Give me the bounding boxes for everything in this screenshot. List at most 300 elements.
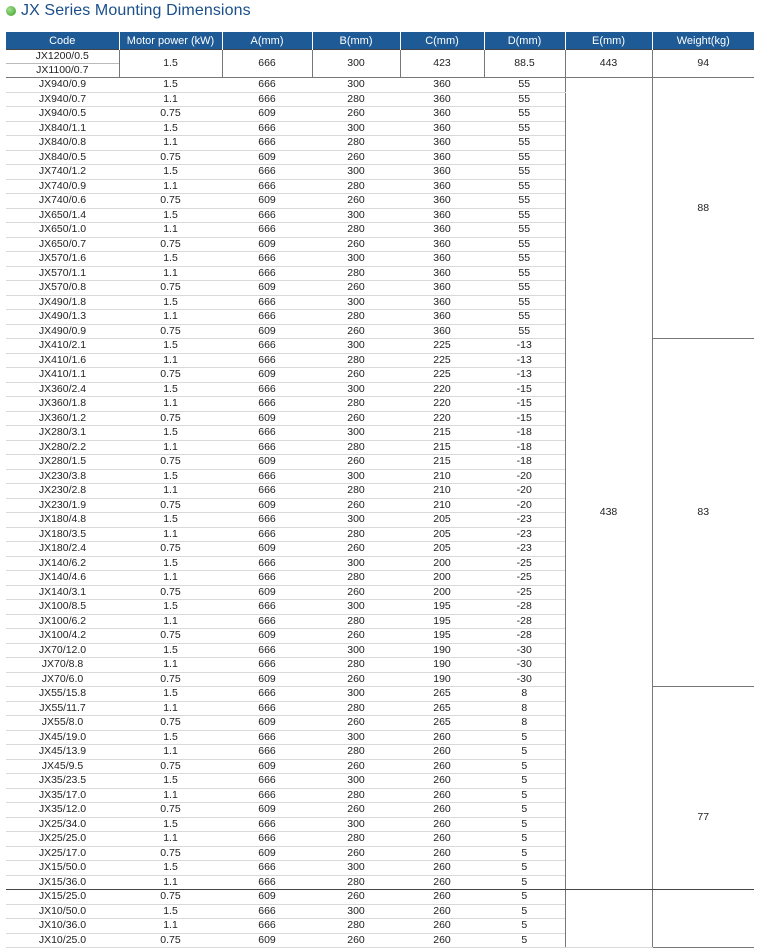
power-cell: 1.1 xyxy=(119,614,222,629)
header-weight: Weight(kg) xyxy=(652,32,754,50)
power-cell: 0.75 xyxy=(119,150,222,165)
power-cell: 0.75 xyxy=(119,237,222,252)
a-cell: 666 xyxy=(222,861,312,876)
b-cell: 260 xyxy=(312,890,400,905)
table-row xyxy=(6,78,754,93)
b-cell: 280 xyxy=(312,484,400,499)
a-cell: 666 xyxy=(222,875,312,890)
code-cell: JX10/36.0 xyxy=(6,919,119,934)
d-cell: 8 xyxy=(484,716,565,731)
power-cell: 1.1 xyxy=(119,745,222,760)
d-cell: -23 xyxy=(484,513,565,528)
a-cell: 609 xyxy=(222,585,312,600)
c-cell: 360 xyxy=(400,165,484,180)
a-cell: 666 xyxy=(222,252,312,267)
power-cell: 1.1 xyxy=(119,223,222,238)
a-cell: 609 xyxy=(222,716,312,731)
c-cell: 225 xyxy=(400,353,484,368)
code-cell: JX180/3.5 xyxy=(6,527,119,542)
power-cell: 1.1 xyxy=(119,919,222,934)
b-cell: 260 xyxy=(312,411,400,426)
c-cell: 220 xyxy=(400,397,484,412)
power-cell: 1.5 xyxy=(119,643,222,658)
a-cell: 666 xyxy=(222,165,312,180)
power-cell: 0.75 xyxy=(119,672,222,687)
a-cell: 666 xyxy=(222,904,312,919)
a-cell: 609 xyxy=(222,803,312,818)
code-cell: JX70/6.0 xyxy=(6,672,119,687)
b-cell: 280 xyxy=(312,223,400,238)
a-cell: 666 xyxy=(222,832,312,847)
code-cell xyxy=(6,50,119,78)
a-cell: 609 xyxy=(222,368,312,383)
d-cell: 55 xyxy=(484,266,565,281)
a-cell: 666 xyxy=(222,556,312,571)
d-cell: -30 xyxy=(484,643,565,658)
b-cell: 280 xyxy=(312,179,400,194)
a-cell: 609 xyxy=(222,672,312,687)
d-cell: 55 xyxy=(484,150,565,165)
page-title xyxy=(6,0,251,22)
a-cell: 609 xyxy=(222,890,312,905)
c-cell: 360 xyxy=(400,208,484,223)
b-cell: 280 xyxy=(312,701,400,716)
b-cell: 260 xyxy=(312,803,400,818)
d-cell: 55 xyxy=(484,136,565,151)
a-cell: 609 xyxy=(222,542,312,557)
b-cell: 300 xyxy=(312,121,400,136)
power-cell: 0.75 xyxy=(119,542,222,557)
d-cell: -15 xyxy=(484,397,565,412)
code-cell: JX230/1.9 xyxy=(6,498,119,513)
b-cell: 280 xyxy=(312,571,400,586)
power-cell: 1.1 xyxy=(119,440,222,455)
power-cell: 1.5 xyxy=(119,861,222,876)
a-cell: 666 xyxy=(222,440,312,455)
b-cell: 260 xyxy=(312,368,400,383)
b-cell: 280 xyxy=(312,527,400,542)
c-cell: 260 xyxy=(400,919,484,934)
power-cell: 1.1 xyxy=(119,527,222,542)
header-code: Code xyxy=(6,32,119,50)
a-cell: 666 xyxy=(222,817,312,832)
code-cell: JX180/2.4 xyxy=(6,542,119,557)
weight-merged-cell: 77 xyxy=(652,687,754,948)
power-cell: 1.5 xyxy=(119,904,222,919)
code-cell: JX25/25.0 xyxy=(6,832,119,847)
a-cell: 666 xyxy=(222,571,312,586)
power-cell: 1.1 xyxy=(119,571,222,586)
b-cell: 300 xyxy=(312,861,400,876)
c-cell: 260 xyxy=(400,774,484,789)
b-cell: 300 xyxy=(312,730,400,745)
d-cell: 55 xyxy=(484,310,565,325)
power-cell: 1.5 xyxy=(119,382,222,397)
b-cell: 300 xyxy=(312,382,400,397)
c-cell: 360 xyxy=(400,324,484,339)
b-cell: 300 xyxy=(312,469,400,484)
a-cell: 666 xyxy=(222,745,312,760)
b-cell: 260 xyxy=(312,672,400,687)
c-cell: 260 xyxy=(400,803,484,818)
b-cell: 300 xyxy=(312,687,400,702)
c-cell: 360 xyxy=(400,281,484,296)
a-cell: 666 xyxy=(222,179,312,194)
header-row xyxy=(6,32,754,50)
d-cell: -23 xyxy=(484,527,565,542)
b-cell: 260 xyxy=(312,237,400,252)
c-cell: 195 xyxy=(400,600,484,615)
b-cell: 260 xyxy=(312,629,400,644)
power-cell: 1.1 xyxy=(119,875,222,890)
a-cell: 609 xyxy=(222,411,312,426)
b-cell: 280 xyxy=(312,353,400,368)
b-cell: 300 xyxy=(312,817,400,832)
d-cell: 5 xyxy=(484,730,565,745)
c-cell: 360 xyxy=(400,121,484,136)
power-cell: 1.1 xyxy=(119,397,222,412)
c-cell: 360 xyxy=(400,78,484,93)
code-cell: JX570/1.6 xyxy=(6,252,119,267)
code-cell: JX840/0.5 xyxy=(6,150,119,165)
c-cell: 260 xyxy=(400,890,484,905)
a-cell: 666 xyxy=(222,469,312,484)
d-cell: -13 xyxy=(484,339,565,354)
c-cell: 220 xyxy=(400,382,484,397)
code-cell: JX35/12.0 xyxy=(6,803,119,818)
header-c: C(mm) xyxy=(400,32,484,50)
code-cell: JX360/2.4 xyxy=(6,382,119,397)
power-cell: 1.5 xyxy=(119,513,222,528)
d-cell: 5 xyxy=(484,846,565,861)
c-cell: 360 xyxy=(400,150,484,165)
power-cell: 0.75 xyxy=(119,324,222,339)
d-cell: 55 xyxy=(484,92,565,107)
c-cell: 260 xyxy=(400,832,484,847)
power-cell: 1.5 xyxy=(119,121,222,136)
power-cell: 0.75 xyxy=(119,803,222,818)
b-cell: 260 xyxy=(312,150,400,165)
d-cell: -25 xyxy=(484,571,565,586)
d-cell: -20 xyxy=(484,484,565,499)
a-cell: 666 xyxy=(222,382,312,397)
code-cell: JX410/1.6 xyxy=(6,353,119,368)
c-cell: 200 xyxy=(400,556,484,571)
c-cell: 260 xyxy=(400,846,484,861)
d-cell: 5 xyxy=(484,817,565,832)
b-cell: 260 xyxy=(312,542,400,557)
code-cell: JX410/1.1 xyxy=(6,368,119,383)
d-cell: -30 xyxy=(484,658,565,673)
power-cell: 0.75 xyxy=(119,890,222,905)
power-cell: 0.75 xyxy=(119,107,222,122)
a-cell: 666 xyxy=(222,730,312,745)
c-cell: 360 xyxy=(400,252,484,267)
weight-cell: 94 xyxy=(652,50,754,78)
d-cell: -28 xyxy=(484,629,565,644)
c-cell: 423 xyxy=(400,50,484,78)
a-cell: 666 xyxy=(222,50,312,78)
power-cell: 1.5 xyxy=(119,165,222,180)
power-cell: 0.75 xyxy=(119,759,222,774)
code-cell: JX280/3.1 xyxy=(6,426,119,441)
b-cell: 280 xyxy=(312,788,400,803)
d-cell: 5 xyxy=(484,875,565,890)
power-cell: 1.5 xyxy=(119,78,222,93)
b-cell: 300 xyxy=(312,643,400,658)
c-cell: 215 xyxy=(400,455,484,470)
d-cell: -20 xyxy=(484,469,565,484)
d-cell: 8 xyxy=(484,701,565,716)
d-cell: 55 xyxy=(484,78,565,93)
a-cell: 609 xyxy=(222,237,312,252)
d-cell: 55 xyxy=(484,252,565,267)
a-cell: 666 xyxy=(222,92,312,107)
a-cell: 666 xyxy=(222,78,312,93)
d-cell: 5 xyxy=(484,803,565,818)
b-cell: 260 xyxy=(312,281,400,296)
a-cell: 609 xyxy=(222,498,312,513)
power-cell: 0.75 xyxy=(119,455,222,470)
c-cell: 190 xyxy=(400,643,484,658)
b-cell: 260 xyxy=(312,455,400,470)
dimensions-table xyxy=(6,32,754,948)
d-cell: 55 xyxy=(484,223,565,238)
code-cell: JX55/8.0 xyxy=(6,716,119,731)
d-cell: 5 xyxy=(484,832,565,847)
b-cell: 280 xyxy=(312,919,400,934)
c-cell: 215 xyxy=(400,426,484,441)
d-cell: 55 xyxy=(484,237,565,252)
code-cell: JX410/2.1 xyxy=(6,339,119,354)
code-cell: JX740/0.6 xyxy=(6,194,119,209)
power-cell: 1.5 xyxy=(119,556,222,571)
code-cell: JX35/23.5 xyxy=(6,774,119,789)
code-cell: JX15/50.0 xyxy=(6,861,119,876)
code-cell: JX45/13.9 xyxy=(6,745,119,760)
weight-merged-cell: 88 xyxy=(652,78,754,339)
a-cell: 666 xyxy=(222,687,312,702)
power-cell: 1.5 xyxy=(119,295,222,310)
code-cell: JX840/1.1 xyxy=(6,121,119,136)
code-cell: JX280/2.2 xyxy=(6,440,119,455)
code-cell: JX940/0.7 xyxy=(6,92,119,107)
code-value: JX1100/0.7 xyxy=(36,64,89,76)
a-cell: 609 xyxy=(222,846,312,861)
power-cell: 1.5 xyxy=(119,252,222,267)
code-cell: JX70/12.0 xyxy=(6,643,119,658)
code-cell: JX230/2.8 xyxy=(6,484,119,499)
b-cell: 280 xyxy=(312,745,400,760)
code-cell: JX10/25.0 xyxy=(6,933,119,948)
e-merged-cell: 438 xyxy=(565,78,652,948)
d-cell: 5 xyxy=(484,788,565,803)
b-cell: 260 xyxy=(312,716,400,731)
d-cell: 5 xyxy=(484,919,565,934)
b-cell: 280 xyxy=(312,832,400,847)
b-cell: 260 xyxy=(312,846,400,861)
code-cell: JX490/1.3 xyxy=(6,310,119,325)
d-cell: -30 xyxy=(484,672,565,687)
power-cell: 0.75 xyxy=(119,716,222,731)
d-cell: -20 xyxy=(484,498,565,513)
b-cell: 280 xyxy=(312,658,400,673)
b-cell: 300 xyxy=(312,904,400,919)
power-cell: 1.1 xyxy=(119,832,222,847)
c-cell: 360 xyxy=(400,310,484,325)
a-cell: 609 xyxy=(222,324,312,339)
a-cell: 666 xyxy=(222,266,312,281)
b-cell: 300 xyxy=(312,208,400,223)
power-cell: 1.5 xyxy=(119,730,222,745)
a-cell: 666 xyxy=(222,339,312,354)
d-cell: -18 xyxy=(484,440,565,455)
code-cell: JX490/0.9 xyxy=(6,324,119,339)
c-cell: 360 xyxy=(400,223,484,238)
c-cell: 360 xyxy=(400,136,484,151)
a-cell: 666 xyxy=(222,295,312,310)
power-cell: 1.5 xyxy=(119,469,222,484)
b-cell: 260 xyxy=(312,933,400,948)
a-cell: 666 xyxy=(222,484,312,499)
code-cell: JX35/17.0 xyxy=(6,788,119,803)
c-cell: 360 xyxy=(400,237,484,252)
code-cell: JX650/1.0 xyxy=(6,223,119,238)
d-cell: -28 xyxy=(484,600,565,615)
power-cell: 0.75 xyxy=(119,846,222,861)
d-cell: 55 xyxy=(484,295,565,310)
power-cell: 1.1 xyxy=(119,353,222,368)
d-cell: 5 xyxy=(484,904,565,919)
c-cell: 360 xyxy=(400,194,484,209)
code-cell: JX55/11.7 xyxy=(6,701,119,716)
a-cell: 666 xyxy=(222,136,312,151)
d-cell: -25 xyxy=(484,585,565,600)
b-cell: 280 xyxy=(312,310,400,325)
code-cell: JX25/17.0 xyxy=(6,846,119,861)
a-cell: 666 xyxy=(222,353,312,368)
code-cell: JX940/0.9 xyxy=(6,78,119,93)
power-cell: 1.1 xyxy=(119,788,222,803)
code-cell: JX230/3.8 xyxy=(6,469,119,484)
c-cell: 225 xyxy=(400,339,484,354)
power-cell: 1.5 xyxy=(119,426,222,441)
c-cell: 265 xyxy=(400,687,484,702)
d-cell: 55 xyxy=(484,107,565,122)
a-cell: 609 xyxy=(222,759,312,774)
a-cell: 666 xyxy=(222,658,312,673)
d-cell: 55 xyxy=(484,179,565,194)
power-cell: 0.75 xyxy=(119,933,222,948)
power-cell: 1.5 xyxy=(119,339,222,354)
code-cell: JX100/8.5 xyxy=(6,600,119,615)
power-cell: 0.75 xyxy=(119,368,222,383)
power-cell: 0.75 xyxy=(119,194,222,209)
b-cell: 300 xyxy=(312,339,400,354)
c-cell: 190 xyxy=(400,658,484,673)
c-cell: 210 xyxy=(400,484,484,499)
d-cell: -13 xyxy=(484,368,565,383)
header-motor-power: Motor power (kW) xyxy=(119,32,222,50)
code-cell: JX100/6.2 xyxy=(6,614,119,629)
b-cell: 300 xyxy=(312,165,400,180)
code-cell: JX360/1.2 xyxy=(6,411,119,426)
d-cell: -13 xyxy=(484,353,565,368)
power-cell: 1.1 xyxy=(119,92,222,107)
b-cell: 260 xyxy=(312,759,400,774)
d-cell: -15 xyxy=(484,411,565,426)
c-cell: 200 xyxy=(400,585,484,600)
b-cell: 280 xyxy=(312,92,400,107)
c-cell: 210 xyxy=(400,469,484,484)
b-cell: 260 xyxy=(312,498,400,513)
b-cell: 280 xyxy=(312,397,400,412)
c-cell: 225 xyxy=(400,368,484,383)
title-text: JX Series Mounting Dimensions xyxy=(21,2,251,19)
d-cell: -25 xyxy=(484,556,565,571)
c-cell: 360 xyxy=(400,92,484,107)
b-cell: 260 xyxy=(312,194,400,209)
power-cell: 1.5 xyxy=(119,687,222,702)
power-cell: 1.1 xyxy=(119,484,222,499)
d-cell: 55 xyxy=(484,121,565,136)
b-cell: 300 xyxy=(312,513,400,528)
d-cell: -28 xyxy=(484,614,565,629)
a-cell: 666 xyxy=(222,919,312,934)
a-cell: 666 xyxy=(222,788,312,803)
power-cell: 1.1 xyxy=(119,136,222,151)
code-cell: JX45/9.5 xyxy=(6,759,119,774)
power-cell: 0.75 xyxy=(119,629,222,644)
b-cell: 280 xyxy=(312,440,400,455)
c-cell: 360 xyxy=(400,266,484,281)
power-cell: 1.1 xyxy=(119,701,222,716)
c-cell: 260 xyxy=(400,875,484,890)
b-cell: 300 xyxy=(312,295,400,310)
header-d: D(mm) xyxy=(484,32,565,50)
code-cell: JX570/1.1 xyxy=(6,266,119,281)
header-a: A(mm) xyxy=(222,32,312,50)
b-cell: 260 xyxy=(312,585,400,600)
code-cell: JX740/1.2 xyxy=(6,165,119,180)
e-cell: 443 xyxy=(565,50,652,78)
code-cell: JX15/36.0 xyxy=(6,875,119,890)
code-cell: JX360/1.8 xyxy=(6,397,119,412)
c-cell: 205 xyxy=(400,513,484,528)
bullet-icon xyxy=(6,6,16,16)
c-cell: 215 xyxy=(400,440,484,455)
d-cell: 5 xyxy=(484,933,565,948)
a-cell: 666 xyxy=(222,701,312,716)
d-cell: 88.5 xyxy=(484,50,565,78)
c-cell: 260 xyxy=(400,861,484,876)
d-cell: 55 xyxy=(484,194,565,209)
a-cell: 609 xyxy=(222,281,312,296)
a-cell: 609 xyxy=(222,629,312,644)
b-cell: 300 xyxy=(312,556,400,571)
b-cell: 260 xyxy=(312,324,400,339)
c-cell: 360 xyxy=(400,107,484,122)
code-value: JX1200/0.5 xyxy=(6,50,119,64)
code-cell: JX280/1.5 xyxy=(6,455,119,470)
a-cell: 609 xyxy=(222,107,312,122)
power-cell: 0.75 xyxy=(119,281,222,296)
a-cell: 666 xyxy=(222,513,312,528)
a-cell: 666 xyxy=(222,614,312,629)
code-cell: JX180/4.8 xyxy=(6,513,119,528)
c-cell: 205 xyxy=(400,527,484,542)
c-cell: 220 xyxy=(400,411,484,426)
